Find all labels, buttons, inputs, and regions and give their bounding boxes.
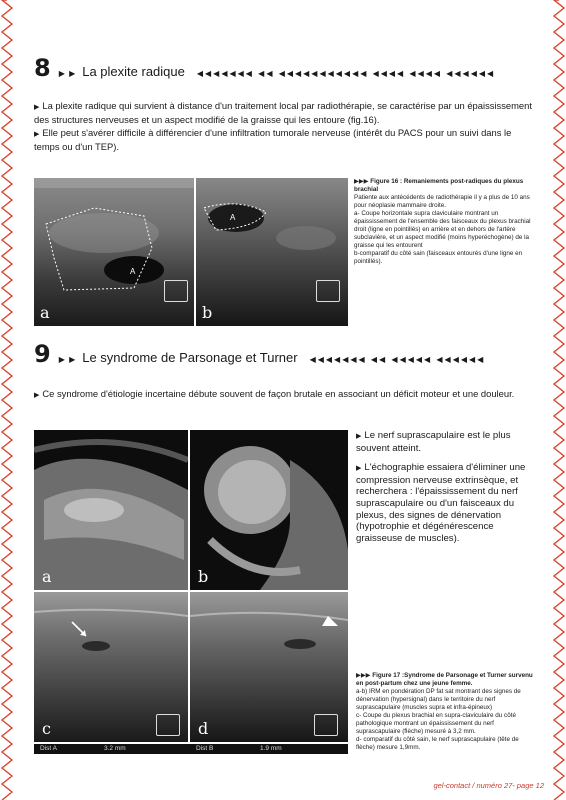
figure-17-caption [356,672,534,752]
paragraph [34,127,534,153]
figure-panel-label: c [42,719,51,738]
probe-orientation-icon [314,714,338,736]
figure-panel-label: a [40,303,50,322]
caption-arrows-icon: ▶▶▶ [354,178,371,185]
figure-17c-ultrasound [34,592,188,742]
caption-title: Figure 16 : Remaniements post-radiques du plexus brachial [354,178,524,193]
caption-text: Patiente aux antécédents de radiothérapie il y a plus de 10 ans pour néoplasie mammaire droite. [354,194,530,209]
probe-orientation-icon [156,714,180,736]
measure-value: 1.9 mm [260,745,282,752]
arrow-decoration: ▶ ▶ [58,69,77,78]
figure-16b-ultrasound [196,178,348,326]
measurement-bar [34,744,348,754]
probe-orientation-icon [164,280,188,302]
bullet-arrow-icon: ▶ [34,104,40,111]
caption-arrows-icon: ▶▶▶ [356,672,373,679]
paragraph-text: La plexite radique qui survient à distance d'un traitement local par radiothérapie, se caractérise par un épaississement des structures nerveuses et un aspect modifié de la graisse qui les entoure (fig.16). [34,100,532,125]
right-zigzag-border [552,0,566,800]
section-title: La plexite radique [82,64,185,79]
arrow-decoration: ▶ ▶ [58,355,77,364]
paragraph-text: Ce syndrome d'étiologie incertaine débute souvent de façon brutale en associant un déficit moteur et une douleur. [42,388,515,399]
paragraph-text: L'échographie essaiera d'éliminer une compression nerveuse extrinsèque, et recherchera : l'épaississement du nerf suprascapulaire ou d'un faisceaux du plexus, des signes de dénervation (hypotrophie et dégénérescence graisseuse de muscles). [356,462,526,544]
figure-16-caption [354,178,534,266]
ultrasound-image [34,178,194,326]
ultrasound-image [196,178,348,326]
section-9-heading [34,340,491,368]
paragraph [34,388,534,402]
caption-text: a-b) IRM en pondération DP fat sat montrant des signes de dénervation (hypersignal) dans le territoire du nerf suprascapulaire (muscles supra et infra-épineux) [356,688,521,711]
section-title: Le syndrome de Parsonage et Turner [82,350,298,365]
measure-value: 3.2 mm [104,745,126,752]
figure-17a-mri [34,430,188,590]
figure-panel-label: b [198,567,209,586]
section-8-text [34,100,534,154]
left-zigzag-border [0,0,14,800]
page-content [28,0,540,800]
page-footer: gel-contact / numéro 27- page 12 [433,781,544,790]
section-9-intro [34,388,534,403]
caption-text: b-comparatif du côté sain (faisceaux entourés d'une ligne en pointillés). [354,250,523,265]
figure-panel-label: b [202,303,213,322]
figure-panel-label: d [198,719,209,738]
section-9-side-text [356,430,534,552]
section-8-heading [34,54,501,82]
mri-image [34,430,188,590]
arrow-decoration: ◀◀◀◀◀◀◀ ◀◀ ◀◀◀◀◀◀◀◀◀◀◀ ◀◀◀◀ ◀◀◀◀ ◀◀◀◀◀◀ [196,69,496,78]
figure-panel-label: a [42,567,52,586]
measure-label: Dist B [196,745,214,752]
mri-image [190,430,348,590]
figure-17d-ultrasound [190,592,348,742]
svg-text:A: A [230,213,236,222]
svg-text:A: A [130,267,136,276]
paragraph [34,100,534,126]
caption-title: Figure 17 :Syndrome de Parsonage et Turner survenu en post-partum chez une jeune femme. [356,672,533,687]
figure-16a-ultrasound [34,178,194,326]
figure-17b-mri [190,430,348,590]
bullet-arrow-icon: ▶ [356,433,362,440]
bullet-arrow-icon: ▶ [34,131,40,138]
caption-text: a- Coupe horizontale supra claviculaire montrant un épaississement de l'ensemble des faisceaux du plexus brachial droit (ligne en pointillés) en arrière et en dehors de l'artère subclavière, et un aspect modifié (moins hyperéchogène) de la graisse qui les entourent [354,210,531,249]
paragraph [356,462,534,544]
bullet-arrow-icon: ▶ [356,465,362,473]
arrow-decoration: ◀◀◀◀◀◀◀ ◀◀ ◀◀◀◀◀ ◀◀◀◀◀◀ [309,355,486,364]
caption-text: d- comparatif du côté sain, le nerf suprascapulaire (tête de flèche) mesure 1,9mm. [356,736,519,751]
probe-orientation-icon [316,280,340,302]
section-number: 8 [34,54,51,82]
paragraph-text: Elle peut s'avérer difficile à différencier d'une infiltration tumorale nerveuse (intérêt du PACS pour un suivi dans le temps ou d'un TEP). [34,127,512,152]
paragraph-text: Le nerf suprascapulaire est le plus souvent atteint. [356,430,511,454]
paragraph [356,430,534,454]
section-number: 9 [34,340,51,368]
bullet-arrow-icon: ▶ [34,392,40,399]
caption-text: c- Coupe du plexus brachial en supra-claviculaire du côté pathologique montrant un épaississement du nerf suprascapulaire (flèche) mesuré à 3,2 mm. [356,712,516,735]
measure-label: Dist A [40,745,57,752]
